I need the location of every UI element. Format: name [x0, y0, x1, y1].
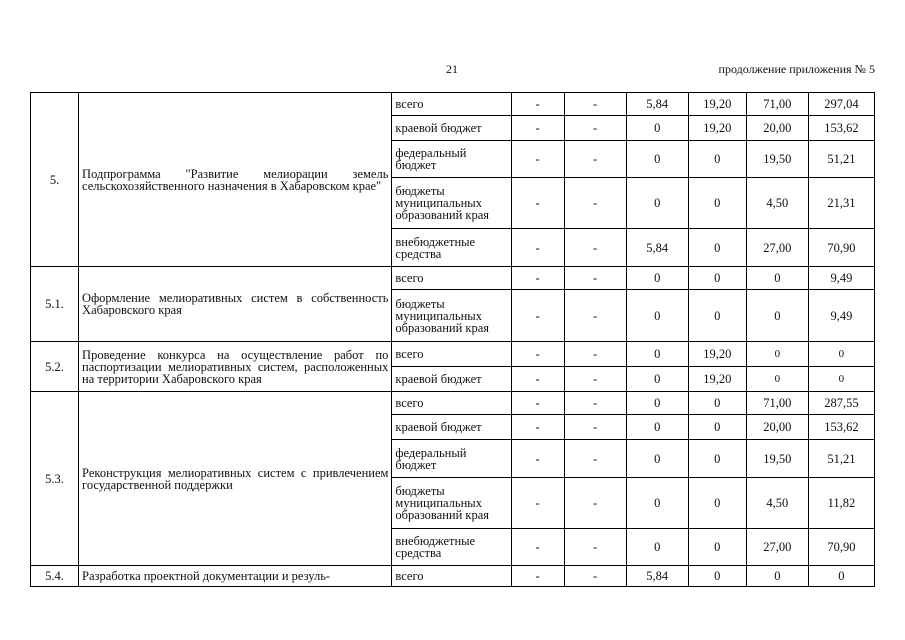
value-cell: - — [511, 229, 564, 267]
funding-source: всего — [392, 93, 511, 116]
value-cell: 4,50 — [746, 478, 808, 529]
value-cell: - — [511, 529, 564, 566]
value-cell: - — [564, 478, 626, 529]
value-cell: 0 — [808, 566, 874, 587]
value-cell: 0 — [626, 290, 688, 342]
item-name: Проведение конкурса на осуществление работ по паспортизации мелиоративных систем, расположенных на территории Хабаровского края — [79, 342, 392, 392]
value-cell: 297,04 — [808, 93, 874, 116]
value-cell: 0 — [626, 415, 688, 440]
value-cell: - — [511, 478, 564, 529]
funding-source: федеральный бюджет — [392, 440, 511, 478]
value-cell: - — [564, 367, 626, 392]
funding-source: краевой бюджет — [392, 367, 511, 392]
value-cell: - — [511, 367, 564, 392]
value-cell: - — [564, 566, 626, 587]
value-cell: 287,55 — [808, 392, 874, 415]
funding-source: федеральный бюджет — [392, 141, 511, 178]
value-cell: 153,62 — [808, 116, 874, 141]
value-cell: 70,90 — [808, 529, 874, 566]
item-name: Реконструкция мелиоративных систем с привлечением государственной поддержки — [79, 392, 392, 566]
value-cell: 0 — [688, 478, 746, 529]
value-cell: - — [564, 415, 626, 440]
funding-source: бюджеты муниципальных образований края — [392, 178, 511, 229]
value-cell: - — [511, 566, 564, 587]
value-cell: 71,00 — [746, 392, 808, 415]
funding-source: внебюджетные средства — [392, 529, 511, 566]
value-cell: - — [511, 440, 564, 478]
table-row — [31, 93, 875, 116]
table-row — [31, 392, 875, 415]
value-cell: - — [511, 342, 564, 367]
value-cell: 0 — [746, 290, 808, 342]
row-number: 5.4. — [31, 566, 79, 587]
value-cell: 0 — [626, 178, 688, 229]
value-cell: 27,00 — [746, 229, 808, 267]
value-cell: - — [564, 178, 626, 229]
value-cell: - — [564, 93, 626, 116]
value-cell: 0 — [688, 267, 746, 290]
value-cell: 5,84 — [626, 93, 688, 116]
value-cell: 19,20 — [688, 367, 746, 392]
value-cell: - — [511, 178, 564, 229]
funding-source: краевой бюджет — [392, 415, 511, 440]
value-cell: - — [511, 290, 564, 342]
table-row — [31, 267, 875, 290]
value-cell: - — [511, 392, 564, 415]
funding-source: всего — [392, 392, 511, 415]
value-cell: 0 — [688, 229, 746, 267]
value-cell: 5,84 — [626, 566, 688, 587]
value-cell: 0 — [688, 440, 746, 478]
value-cell: 21,31 — [808, 178, 874, 229]
value-cell: - — [564, 529, 626, 566]
funding-table — [30, 92, 875, 587]
value-cell: - — [564, 440, 626, 478]
funding-source: краевой бюджет — [392, 116, 511, 141]
value-cell: 0 — [626, 392, 688, 415]
table-row — [31, 566, 875, 587]
continuation-note: продолжение приложения № 5 — [718, 62, 875, 76]
value-cell: 0 — [688, 290, 746, 342]
value-cell: - — [564, 290, 626, 342]
value-cell: 27,00 — [746, 529, 808, 566]
value-cell: - — [564, 116, 626, 141]
value-cell: 20,00 — [746, 415, 808, 440]
value-cell: 70,90 — [808, 229, 874, 267]
value-cell: - — [511, 116, 564, 141]
value-cell: 19,20 — [688, 93, 746, 116]
value-cell: 0 — [688, 415, 746, 440]
value-cell: - — [511, 141, 564, 178]
funding-source: внебюджетные средства — [392, 229, 511, 267]
value-cell: 51,21 — [808, 141, 874, 178]
value-cell: - — [511, 415, 564, 440]
row-number: 5.1. — [31, 267, 79, 342]
value-cell: 0 — [746, 367, 808, 392]
value-cell: 0 — [626, 141, 688, 178]
value-cell: 0 — [808, 342, 874, 367]
value-cell: 19,50 — [746, 440, 808, 478]
value-cell: 0 — [626, 529, 688, 566]
value-cell: 0 — [746, 267, 808, 290]
value-cell: 9,49 — [808, 267, 874, 290]
value-cell: 0 — [626, 367, 688, 392]
value-cell: 0 — [626, 440, 688, 478]
value-cell: - — [564, 229, 626, 267]
value-cell: 19,50 — [746, 141, 808, 178]
item-name: Подпрограмма "Развитие мелиорации земель сельскохозяйственного назначения в Хабаровском крае" — [79, 93, 392, 267]
funding-source: всего — [392, 342, 511, 367]
value-cell: 9,49 — [808, 290, 874, 342]
value-cell: 11,82 — [808, 478, 874, 529]
funding-source: бюджеты муниципальных образований края — [392, 478, 511, 529]
value-cell: 0 — [626, 267, 688, 290]
page-number: 21 — [446, 62, 458, 76]
row-number: 5.2. — [31, 342, 79, 392]
value-cell: 0 — [626, 478, 688, 529]
table-row — [31, 342, 875, 367]
item-name: Оформление мелиоративных систем в собственность Хабаровского края — [79, 267, 392, 342]
value-cell: 19,20 — [688, 116, 746, 141]
value-cell: - — [511, 267, 564, 290]
value-cell: - — [511, 93, 564, 116]
value-cell: 0 — [746, 566, 808, 587]
value-cell: 0 — [808, 367, 874, 392]
value-cell: 20,00 — [746, 116, 808, 141]
value-cell: 4,50 — [746, 178, 808, 229]
value-cell: 5,84 — [626, 229, 688, 267]
row-number: 5. — [31, 93, 79, 267]
value-cell: 19,20 — [688, 342, 746, 367]
item-name: Разработка проектной документации и резуль- — [79, 566, 392, 587]
value-cell: 51,21 — [808, 440, 874, 478]
value-cell: - — [564, 141, 626, 178]
table-body — [31, 93, 875, 587]
value-cell: 153,62 — [808, 415, 874, 440]
funding-source: всего — [392, 566, 511, 587]
value-cell: 0 — [688, 178, 746, 229]
funding-source: всего — [392, 267, 511, 290]
value-cell: 0 — [688, 392, 746, 415]
row-number: 5.3. — [31, 392, 79, 566]
value-cell: 0 — [626, 116, 688, 141]
value-cell: - — [564, 342, 626, 367]
value-cell: 0 — [688, 566, 746, 587]
value-cell: 71,00 — [746, 93, 808, 116]
funding-source: бюджеты муниципальных образований края — [392, 290, 511, 342]
value-cell: 0 — [626, 342, 688, 367]
value-cell: - — [564, 267, 626, 290]
value-cell: 0 — [746, 342, 808, 367]
value-cell: 0 — [688, 141, 746, 178]
value-cell: 0 — [688, 529, 746, 566]
value-cell: - — [564, 392, 626, 415]
